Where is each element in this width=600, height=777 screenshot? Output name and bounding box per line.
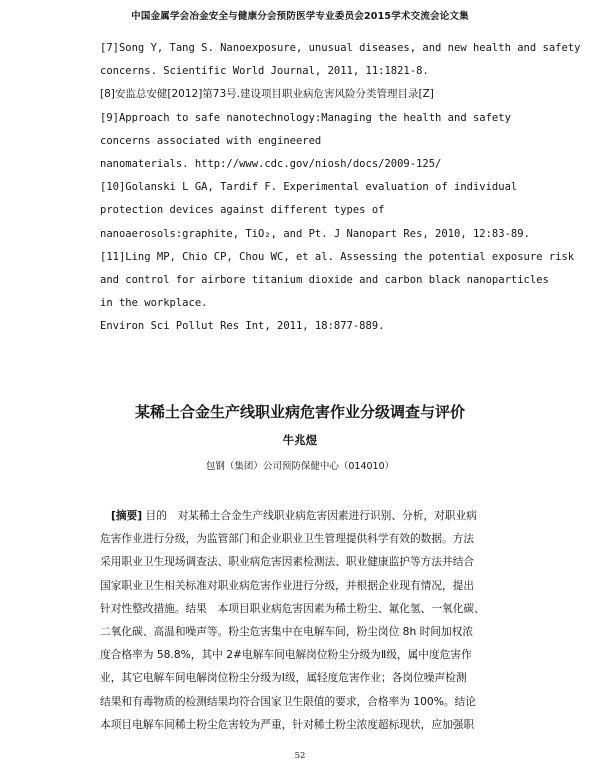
abstract-label: [摘要]	[111, 509, 143, 522]
abstract-line: 二氧化碳、高温和噪声等。粉尘危害集中在电解车间，粉尘岗位 8h 时间加权浓	[100, 625, 474, 639]
reference-line: [9]Approach to safe nanotechnology:Managing the health and safety	[100, 111, 511, 124]
abstract-line: 本项目电解车间稀土粉尘危害较为严重，针对稀土粉尘浓度超标现状，应加强职	[100, 717, 475, 731]
abstract-line: 国家职业卫生相关标准对职业病危害作业进行分级，并根据企业现有情况，提出	[100, 578, 475, 592]
abstract-line: 结果和有毒物质的检测结果均符合国家卫生限值的要求，合格率为 100%。结论	[100, 694, 476, 708]
abstract-text: 目的 对某稀土合金生产线职业病危害因素进行识别、分析，对职业病	[142, 509, 477, 522]
abstract	[100, 504, 520, 736]
reference-line: concerns. Scientific World Journal, 2011, 11:1821-8.	[100, 65, 429, 78]
abstract-line: 危害作业进行分级，为监管部门和企业职业卫生管理提供科学有效的数据。方法	[100, 532, 475, 546]
reference-list	[100, 37, 581, 339]
abstract-line: 针对性整改措施。结果 本项目职业病危害因素为稀土粉尘、氟化氢、一氧化碳、	[100, 601, 485, 615]
page-number: 52	[294, 751, 306, 761]
reference-line: protection devices against different types of	[100, 204, 385, 217]
reference-line: in the workplace.	[100, 297, 208, 310]
article-title: 某稀土合金生产线职业病危害作业分级调查与评价	[134, 403, 465, 421]
reference-line: [10]Golanski L GA, Tardif F. Experimental evaluation of individual	[100, 181, 518, 194]
abstract-line	[100, 504, 520, 527]
abstract-line: 度合格率为 58.8%，其中 2#电解车间电解岗位粉尘分级为Ⅱ级，属中度危害作	[100, 648, 472, 662]
reference-line: and control for airbore titanium dioxide and carbon black nanoparticles	[100, 274, 549, 287]
reference-line: nanomaterials. http://www.cdc.gov/niosh/docs/2009-125/	[100, 158, 442, 171]
reference-line: [7]Song Y, Tang S. Nanoexposure, unusual diseases, and new health and safety	[100, 42, 581, 54]
reference-line: Environ Sci Pollut Res Int, 2011, 18:877-889.	[100, 320, 385, 333]
article-affiliation: 包钢（集团）公司预防保健中心（014010）	[205, 461, 395, 472]
running-header: 中国金属学会冶金安全与健康分会预防医学专业委员会2015学术交流会论文集	[131, 11, 469, 22]
reference-line: [8]安监总安健[2012]第73号.建设项目职业病危害风险分类管理目录[Z]	[100, 88, 434, 101]
abstract-line: 采用职业卫生现场调查法、职业病危害因素检测法、职业健康监护等方法并结合	[100, 555, 475, 569]
article-author: 牛兆煜	[282, 433, 318, 447]
reference-line: concerns associated with engineered	[100, 134, 322, 147]
reference-line: nanoaerosols:graphite, TiO₂, and Pt. J Nanopart Res, 2010, 12:83-89.	[100, 227, 530, 240]
reference-line: [11]Ling MP, Chio CP, Chou WC, et al. Assessing the potential exposure risk	[100, 250, 575, 263]
abstract-line: 业，其它电解车间电解岗位粉尘分级为Ⅰ级，属轻度危害作业；各岗位噪声检测	[100, 671, 467, 685]
